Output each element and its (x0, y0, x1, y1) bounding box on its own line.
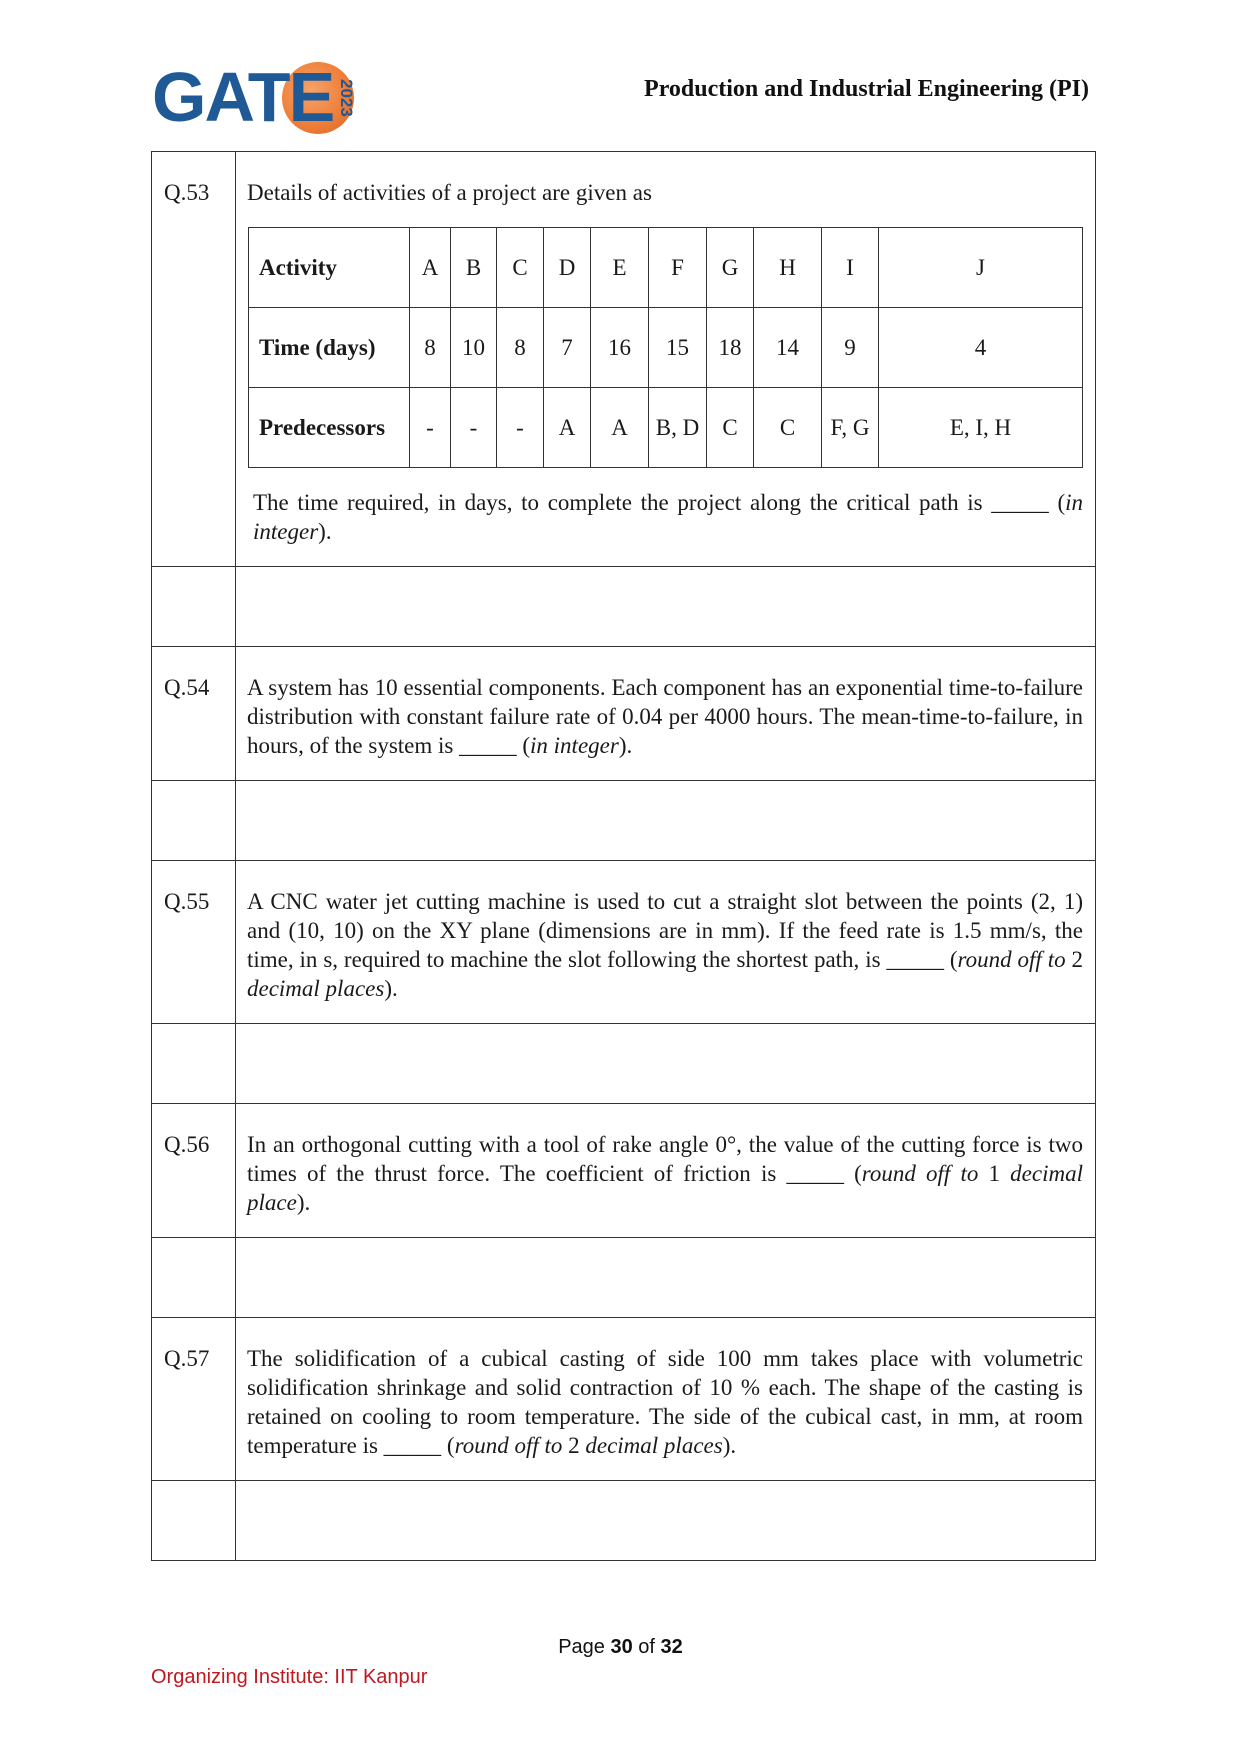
gate-logo (152, 58, 362, 140)
time-row (249, 308, 1083, 388)
question-body (236, 152, 1096, 567)
question-statement: A CNC water jet cutting machine is used to cut a straight slot between the points (2, 1) and (10, 10) on the XY plane (dimensions are in mm). If the feed rate is 1.5 mm/s, the time, in s, required to machine the slot following the shortest path, is _____ (247, 889, 1083, 972)
answer-hint-number: 1 (988, 1161, 1001, 1186)
blank-cell (152, 781, 236, 861)
question-row-57 (152, 1318, 1096, 1481)
question-statement: A system has 10 essential components. Each component has an exponential time-to-failure distribution with constant failure rate of 0.04 per 4000 hours. The mean-time-to-failure, in hours, of the system is _____ (247, 675, 1083, 758)
question-statement: The solidification of a cubical casting of side 100 mm takes place with volumetric solidification shrinkage and solid contraction of 10 % each. The shape of the casting is retained on cooling to room temperature. The side of the cubical cast, in mm, at room temperature is _____ (247, 1346, 1083, 1458)
question-statement: In an orthogonal cutting with a tool of rake angle 0°, the value of the cutting force is two times of the thrust force. The coefficient of friction is _____ (247, 1132, 1083, 1186)
page-of: of (632, 1636, 661, 1658)
answer-hint: round off to (957, 947, 1072, 972)
blank-cell (236, 1024, 1096, 1104)
table-cell: C (707, 388, 754, 468)
table-cell: 9 (822, 308, 879, 388)
answer-row (152, 1024, 1096, 1104)
answer-row (152, 567, 1096, 647)
answer-row (152, 781, 1096, 861)
blank-cell (236, 1481, 1096, 1561)
blank-cell (236, 781, 1096, 861)
question-intro: Details of activities of a project are given as (247, 180, 652, 205)
page-total: 32 (660, 1636, 683, 1658)
table-cell: A (591, 388, 649, 468)
question-number: Q.57 (152, 1318, 236, 1481)
table-cell: A (544, 388, 591, 468)
question-row-53 (152, 152, 1096, 567)
question-body: A CNC water jet cutting machine is used to cut a straight slot between the points (2, 1) and (10, 10) on the XY plane (dimensions are in mm). If the feed rate is 1.5 mm/s, the time, in s, required to machine the slot following the shortest path, is _____ (round off to 2 decimal places). (236, 861, 1096, 1024)
blank-cell (236, 567, 1096, 647)
table-cell: 8 (410, 308, 451, 388)
organizing-institute: Organizing Institute: IIT Kanpur (151, 1666, 428, 1688)
blank-cell (152, 567, 236, 647)
activity-table (248, 227, 1083, 468)
answer-hint: in integer (253, 490, 1083, 544)
question-row-56 (152, 1104, 1096, 1238)
question-number: Q.53 (152, 152, 236, 567)
table-cell: H (754, 228, 822, 308)
table-cell: 16 (591, 308, 649, 388)
table-cell: 18 (707, 308, 754, 388)
answer-hint: round off to (454, 1433, 569, 1458)
question-text: The time required, in days, to complete the project along the critical path is _____ (in integer). (253, 490, 1083, 544)
logo-year: 2023 (337, 79, 356, 117)
row-label: Predecessors (249, 388, 410, 468)
blank-cell (152, 1024, 236, 1104)
blank-cell (152, 1238, 236, 1318)
answer-hint: decimal place (247, 1161, 1083, 1215)
table-cell: - (410, 388, 451, 468)
page-number (0, 1636, 1241, 1659)
table-cell: - (497, 388, 544, 468)
answer-hint: decimal places (579, 1433, 723, 1458)
table-cell: I (822, 228, 879, 308)
question-body: The solidification of a cubical casting of side 100 mm takes place with volumetric solidification shrinkage and solid contraction of 10 % each. The shape of the casting is retained on cooling to room temperature. The side of the cubical cast, in mm, at room temperature is _____ (round off to 2 decimal places). (236, 1318, 1096, 1481)
logo-text: GATE (152, 58, 334, 136)
question-number: Q.54 (152, 647, 236, 781)
table-cell: 4 (879, 308, 1083, 388)
table-cell: F, G (822, 388, 879, 468)
table-cell: F (649, 228, 707, 308)
row-label: Time (days) (249, 308, 410, 388)
predecessors-row (249, 388, 1083, 468)
table-cell: - (451, 388, 497, 468)
blank-cell (152, 1481, 236, 1561)
table-cell: 8 (497, 308, 544, 388)
question-number: Q.56 (152, 1104, 236, 1238)
activity-row (249, 228, 1083, 308)
table-cell: A (410, 228, 451, 308)
answer-hint: round off to (861, 1161, 989, 1186)
table-cell: B (451, 228, 497, 308)
question-body: A system has 10 essential components. Each component has an exponential time-to-failure distribution with constant failure rate of 0.04 per 4000 hours. The mean-time-to-failure, in hours, of the system is _____ (in integer). (236, 647, 1096, 781)
table-cell: J (879, 228, 1083, 308)
table-cell: 7 (544, 308, 591, 388)
question-number: Q.55 (152, 861, 236, 1024)
question-row-55 (152, 861, 1096, 1024)
answer-hint: decimal places (247, 976, 385, 1001)
table-cell: C (754, 388, 822, 468)
table-cell: B, D (649, 388, 707, 468)
table-cell: 15 (649, 308, 707, 388)
table-cell: G (707, 228, 754, 308)
table-cell: E (591, 228, 649, 308)
table-cell: C (497, 228, 544, 308)
answer-hint-number: 2 (1071, 947, 1083, 972)
answer-row (152, 1238, 1096, 1318)
question-statement: The time required, in days, to complete the project along the critical path is _____ (253, 490, 1058, 515)
question-body: In an orthogonal cutting with a tool of rake angle 0°, the value of the cutting force is two times of the thrust force. The coefficient of friction is _____ (round off to 1 decimal place). (236, 1104, 1096, 1238)
paper-title: Production and Industrial Engineering (PI) (644, 76, 1089, 102)
answer-hint-number: 2 (568, 1433, 580, 1458)
table-cell: E, I, H (879, 388, 1083, 468)
table-cell: 14 (754, 308, 822, 388)
table-cell: 10 (451, 308, 497, 388)
row-label: Activity (249, 228, 410, 308)
blank-cell (236, 1238, 1096, 1318)
answer-hint: in integer (530, 733, 619, 758)
table-cell: D (544, 228, 591, 308)
page-current: 30 (610, 1636, 633, 1658)
page-prefix: Page (558, 1636, 611, 1658)
question-row-54 (152, 647, 1096, 781)
questions-table (151, 151, 1096, 1561)
answer-row (152, 1481, 1096, 1561)
